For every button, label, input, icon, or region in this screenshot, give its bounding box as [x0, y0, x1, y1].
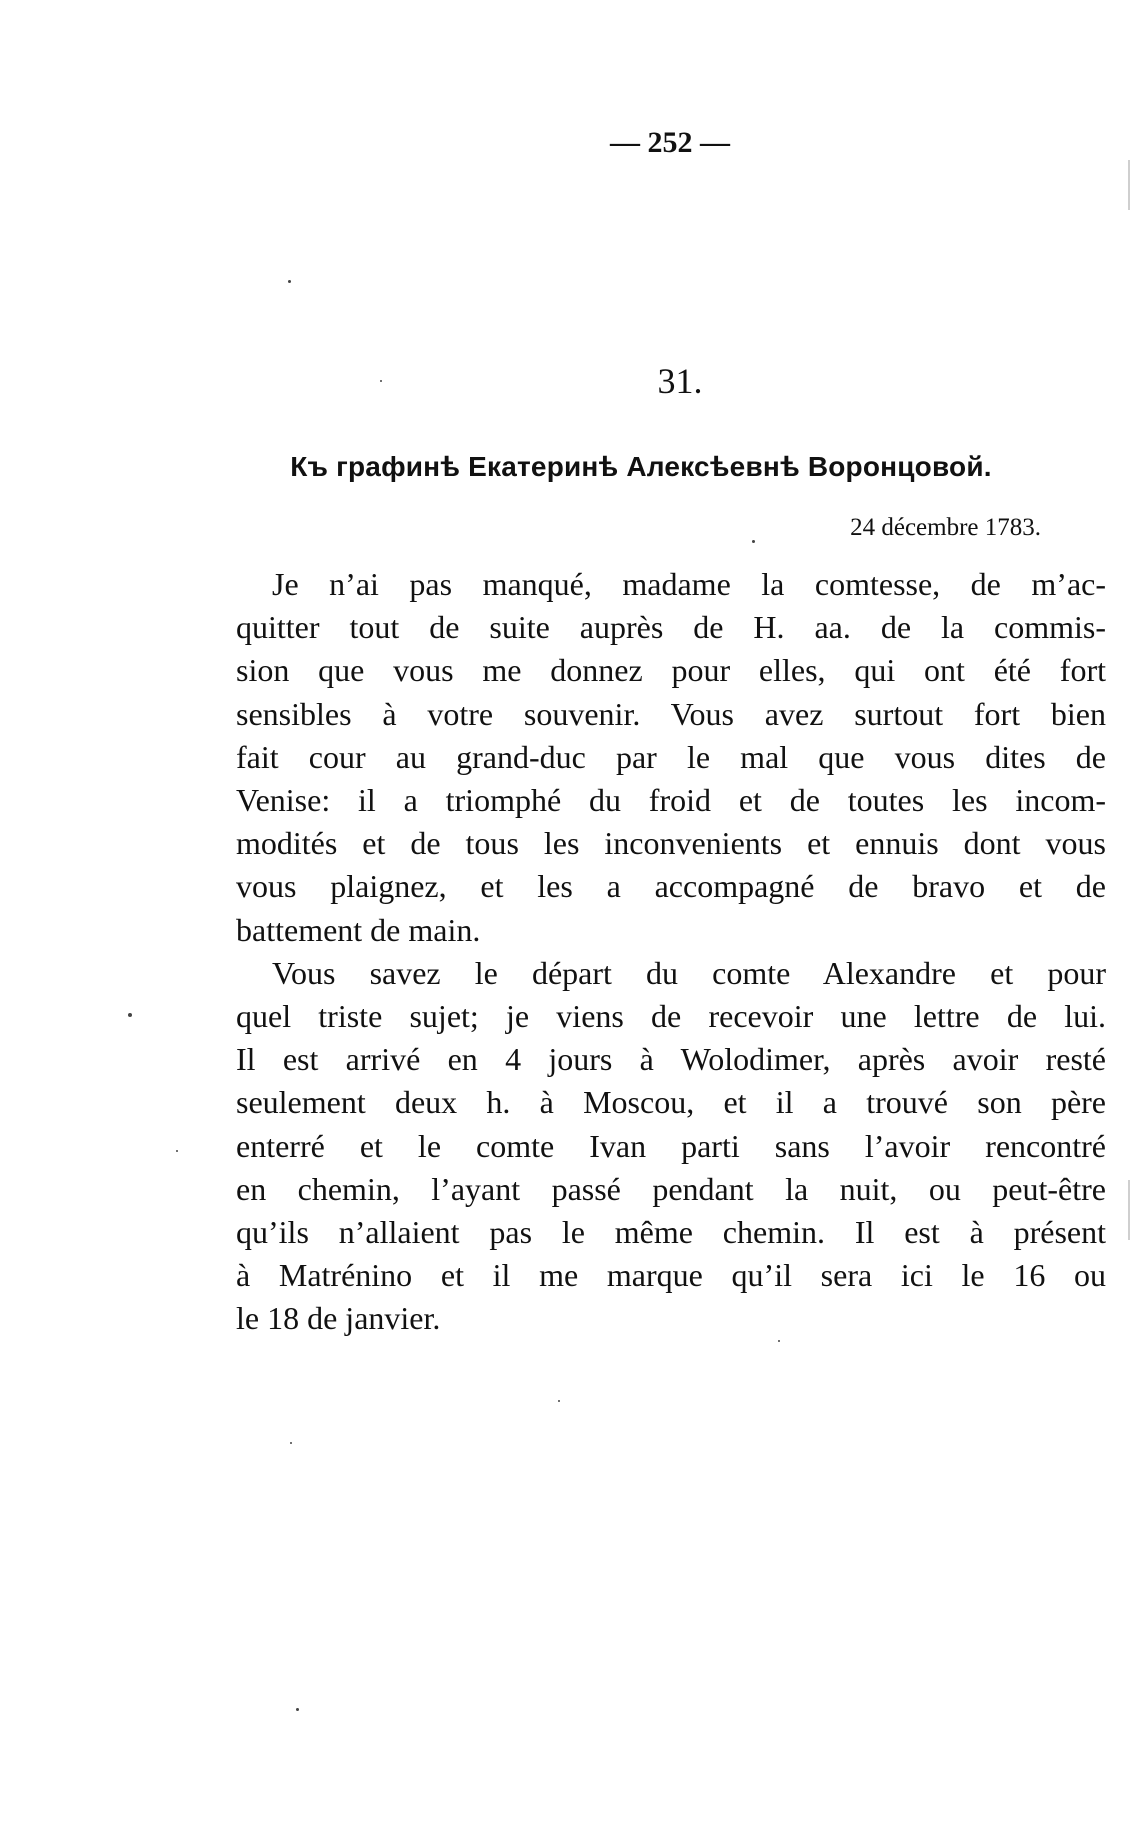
- letter-body: [236, 563, 1106, 1341]
- text-line: battement de main.: [236, 911, 481, 948]
- text-line: le 18 de janvier.: [236, 1300, 441, 1337]
- scan-speck: [778, 1340, 780, 1342]
- letter-number: 31.: [657, 361, 703, 401]
- page-edge-mark: [1128, 160, 1130, 210]
- text-line: Il est arrivé en 4 jours à Wolodimer, après avoir resté: [236, 1041, 1106, 1078]
- text-line: enterré et le comte Ivan parti sans l’avoir rencontré: [236, 1127, 1106, 1164]
- text-line: à Matrénino et il me marque qu’il sera ici le 16 ou: [236, 1257, 1106, 1294]
- text-line: quitter tout de suite auprès de H. aa. de la commis-: [236, 609, 1106, 646]
- scan-speck: [128, 1013, 132, 1017]
- scan-speck: [288, 280, 291, 283]
- text-line: qu’ils n’allaient pas le même chemin. Il est à présent: [236, 1214, 1106, 1251]
- text-line: Vous savez le départ du comte Alexandre et pour: [272, 954, 1106, 991]
- text-line: seulement deux h. à Moscou, et il a trouvé son père: [236, 1084, 1106, 1121]
- scan-speck: [296, 1708, 299, 1711]
- paragraph-2: [236, 952, 1106, 1341]
- text-line: quel triste sujet; je viens de recevoir une lettre de lui.: [236, 998, 1106, 1035]
- page-edge-mark: [1128, 1180, 1130, 1240]
- text-line: en chemin, l’ayant passé pendant la nuit, ou peut-être: [236, 1170, 1106, 1207]
- text-line: Je n’ai pas manqué, madame la comtesse, de m’ac-: [272, 566, 1106, 602]
- scan-speck: [558, 1400, 560, 1402]
- text-line: sensibles à votre souvenir. Vous avez surtout fort bien: [236, 695, 1106, 732]
- letter-recipient-heading: Къ графинѣ Екатеринѣ Алексѣевнѣ Воронцовой.: [290, 451, 992, 482]
- scan-speck: [176, 1150, 178, 1152]
- paragraph-1: [236, 563, 1106, 952]
- text-line: modités et de tous les inconvenients et ennuis dont vous: [236, 825, 1106, 862]
- text-line: fait cour au grand-duc par le mal que vous dites de: [236, 738, 1106, 775]
- scan-speck: [290, 1442, 292, 1444]
- letter-date: 24 décembre 1783.: [850, 514, 1041, 541]
- scan-speck: [380, 380, 382, 382]
- text-line: sion que vous me donnez pour elles, qui ont été fort: [236, 652, 1106, 689]
- scan-speck: [752, 540, 755, 543]
- text-line: vous plaignez, et les a accompagné de bravo et de: [236, 868, 1106, 905]
- page-number: — 252 —: [610, 126, 730, 159]
- text-line: Venise: il a triomphé du froid et de toutes les incom-: [236, 782, 1106, 819]
